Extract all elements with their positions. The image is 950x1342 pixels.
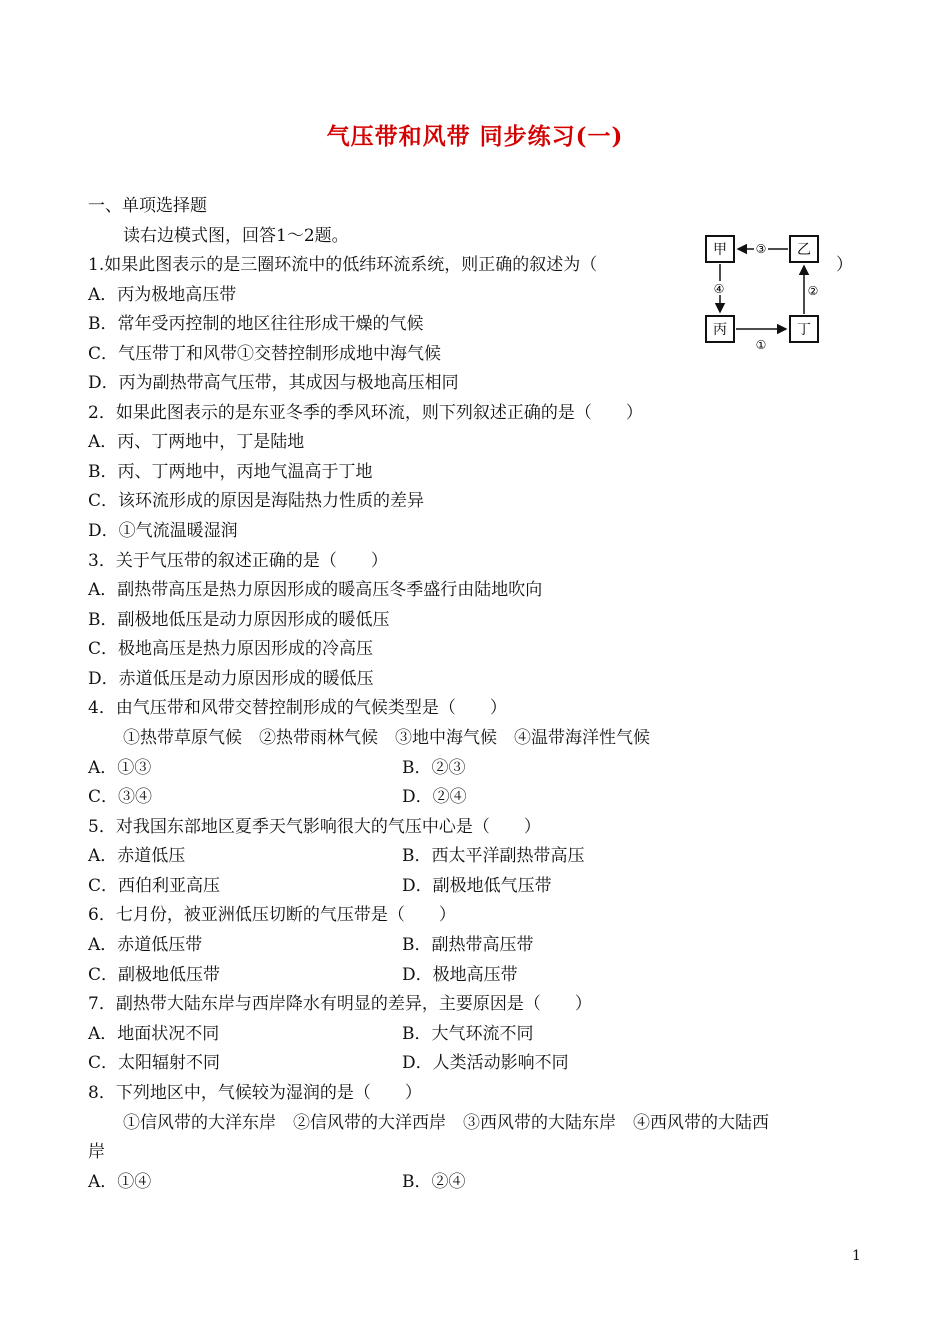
option-line: C．西伯利亚高压 [88, 876, 221, 896]
option-line: D．丙为副热带高气压带，其成因与极地高压相同 [88, 373, 459, 393]
intro-text: 读右边模式图，回答1～2题。 [123, 226, 349, 246]
option-line: D．副极地低气压带 [402, 876, 552, 896]
arrow-label-4: ④ [713, 282, 725, 296]
option-line: B．副热带高压带 [402, 935, 534, 955]
question-2: 2．如果此图表示的是东亚冬季的季风环流，则下列叙述正确的是（ ） [88, 403, 643, 423]
option-line: A．丙为极地高压带 [88, 285, 237, 305]
question-1-close-paren: ） [836, 255, 853, 275]
node-ding: 丁 [797, 322, 811, 338]
arrow-label-3: ③ [755, 242, 767, 256]
option-line: D．赤道低压是动力原因形成的暖低压 [88, 669, 374, 689]
node-bing: 丙 [713, 322, 727, 338]
question-8: 8．下列地区中，气候较为湿润的是（ ） [88, 1083, 422, 1103]
option-line: B．丙、丁两地中，丙地气温高于丁地 [88, 462, 373, 482]
page-number: 1 [852, 1248, 861, 1264]
option-line: B．副极地低压是动力原因形成的暖低压 [88, 610, 390, 630]
option-line: A．丙、丁两地中，丁是陆地 [88, 432, 305, 452]
node-jia: 甲 [713, 242, 727, 258]
option-line: C．气压带丁和风带①交替控制形成地中海气候 [88, 344, 442, 364]
question-7: 7．副热带大陆东岸与西岸降水有明显的差异，主要原因是（ ） [88, 994, 592, 1014]
option-line: B．大气环流不同 [402, 1024, 534, 1044]
option-line: C．③④ [88, 787, 153, 807]
option-line: D．①气流温暖湿润 [88, 521, 238, 541]
option-line: A．副热带高压是热力原因形成的暖高压冬季盛行由陆地吹向 [88, 580, 543, 600]
arrow-label-1: ① [755, 338, 767, 351]
option-line: C．极地高压是热力原因形成的冷高压 [88, 639, 374, 659]
option-line: A．①③ [88, 758, 152, 778]
option-line: D．②④ [402, 787, 467, 807]
option-line: A．赤道低压带 [88, 935, 203, 955]
question-6: 6．七月份，被亚洲低压切断的气压带是（ ） [88, 905, 456, 925]
option-line: A．地面状况不同 [88, 1024, 220, 1044]
question-5: 5．对我国东部地区夏季天气影响很大的气压中心是（ ） [88, 817, 541, 837]
question-1: 1.如果此图表示的是三圈环流中的低纬环流系统，则正确的叙述为（ [88, 255, 598, 275]
arrow-label-2: ② [807, 284, 819, 298]
option-line: D．人类活动影响不同 [402, 1053, 569, 1073]
circulation-diagram [692, 226, 832, 351]
question-4-items: ①热带草原气候 ②热带雨林气候 ③地中海气候 ④温带海洋性气候 [123, 728, 650, 748]
page-title: 气压带和风带 同步练习(一) [326, 123, 624, 150]
option-line: C．太阳辐射不同 [88, 1053, 221, 1073]
node-yi: 乙 [797, 242, 811, 258]
option-line: C．该环流形成的原因是海陆热力性质的差异 [88, 491, 425, 511]
option-line: A．赤道低压 [88, 846, 186, 866]
option-line: C．副极地低压带 [88, 965, 221, 985]
option-line: B．西太平洋副热带高压 [402, 846, 585, 866]
question-8-items: ①信风带的大洋东岸 ②信风带的大洋西岸 ③西风带的大陆东岸 ④西风带的大陆西 [123, 1113, 769, 1133]
option-line: B．常年受丙控制的地区往往形成干燥的气候 [88, 314, 424, 334]
question-3: 3．关于气压带的叙述正确的是（ ） [88, 551, 388, 571]
question-4: 4．由气压带和风带交替控制形成的气候类型是（ ） [88, 698, 507, 718]
option-line: B．②③ [402, 758, 466, 778]
option-line: D．极地高压带 [402, 965, 518, 985]
option-line: A．①④ [88, 1172, 152, 1192]
option-line: B．②④ [402, 1172, 466, 1192]
section-heading: 一、单项选择题 [88, 196, 207, 216]
question-8-items-wrap: 岸 [88, 1142, 105, 1162]
